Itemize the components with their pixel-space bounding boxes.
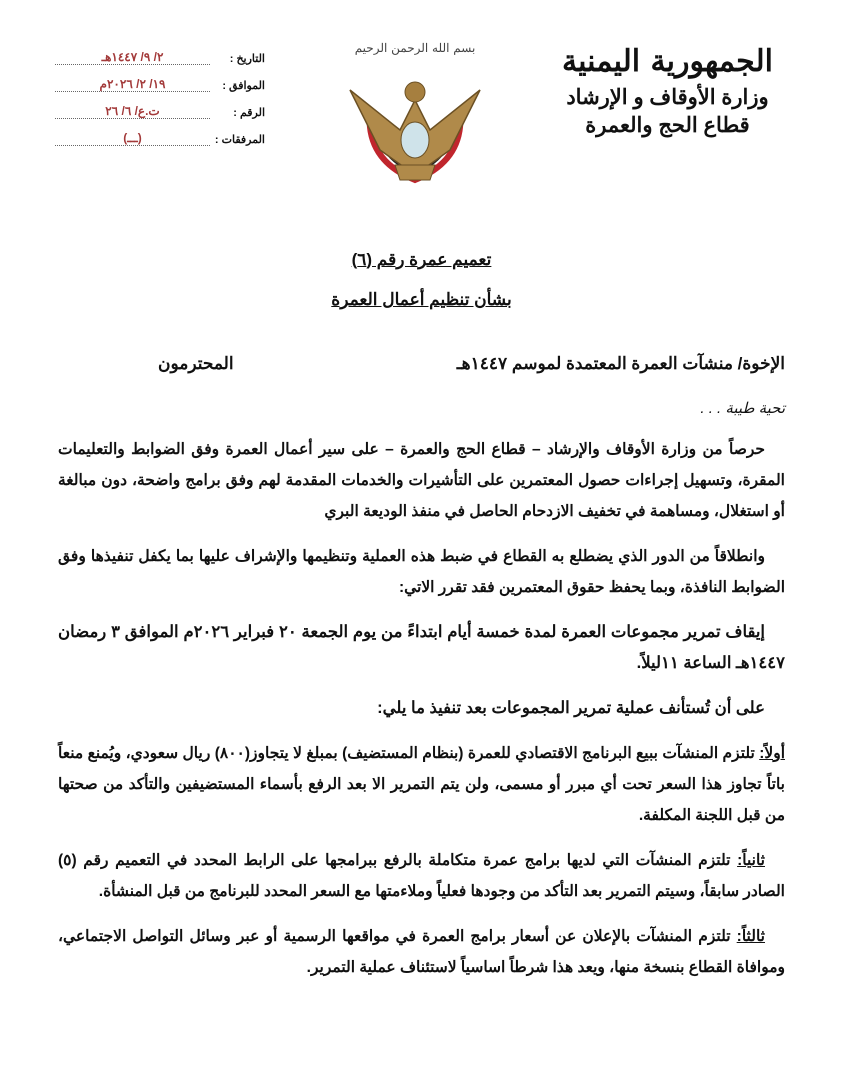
- item-third-text: تلتزم المنشآت بالإعلان عن أسعار برامج العمرة في مواقعها الرسمية أو عبر وسائل التواصل الاجتماعي، وموافاة القطاع بنسخة منها، ويعد هذا شرطاً اساسياً لاستئناف عملية التمرير.: [58, 928, 785, 976]
- item-second-label: ثانياً:: [737, 852, 765, 869]
- item-first-text: تلتزم المنشآت ببيع البرنامج الاقتصادي للعمرة (بنظام المستضيف) بمبلغ لا يتجاوز(٨٠٠) ريال سعودي، ويُمنع منعاً باتاً تجاوز هذا السعر تحت أي مبرر أو مسمى، ولن يتم التمرير الا بعد الرفع بأسماء المستضيفين والتأكد من صحتها من قبل اللجنة المكلفة.: [58, 745, 785, 824]
- sector-name: قطاع الحج والعمرة: [585, 114, 750, 137]
- letterhead-issuer: [560, 40, 775, 140]
- item-first-label: أولاً:: [759, 745, 786, 762]
- paragraph-resume-condition: على أن تُستأنف عملية تمرير المجموعات بعد تنفيذ ما يلي:: [377, 699, 765, 717]
- ministry-name: وزارة الأوقاف و الإرشاد: [566, 86, 769, 109]
- meta-number: الرقم : ت.ع/ ٦/ ٢٦: [55, 92, 265, 119]
- item-first: [58, 738, 785, 831]
- honorific: المحترمون: [158, 354, 234, 373]
- paragraph-suspension: إيقاف تمرير مجموعات العمرة لمدة خمسة أيام ابتداءً من يوم الجمعة ٢٠ فبراير ٢٠٢٦م الموافق ٣ رمضان ١٤٤٧هـ الساعة ١١ليلاً.: [58, 623, 785, 672]
- addressee-line: [58, 352, 785, 376]
- document-subtitle: بشأن تنظيم أعمال العمرة: [331, 290, 512, 309]
- paragraph-intro: حرصاً من وزارة الأوقاف والإرشاد – قطاع الحج والعمرة – على سير أعمال العمرة وفق الضوابط والتعليمات المقرة، وتسهيل إجراءات حصول المعتمرين على التأشيرات والخدمات المقدمة لهم وفق برامج واضحة، دون مبالغة أو استغلال، ومساهمة في تخفيف الازدحام الحاصل في منفذ الوديعة البري: [58, 441, 785, 520]
- paragraph-context: وانطلاقاً من الدور الذي يضطلع به القطاع في ضبط هذه العملية وتنظيمها والإشراف عليها بما يكفل تنفيذها وفق الضوابط النافذة، وبما يحفظ حقوق المعتمرين فقد تقرر الاتي:: [58, 548, 785, 596]
- meta-attachments: المرفقات : (ـــ): [55, 119, 265, 146]
- basmala: بسم الله الرحمن الرحيم: [354, 41, 476, 55]
- addressee: الإخوة/ منشآت العمرة المعتمدة لموسم ١٤٤٧هـ: [456, 354, 785, 373]
- document-title: تعميم عمرة رقم (٦): [351, 250, 492, 269]
- item-third-label: ثالثاً:: [736, 928, 765, 945]
- republic-name: الجمهورية اليمنية: [562, 44, 773, 79]
- meta-corresponding: الموافق : ١٩/ ٢/ ٢٠٢٦م: [55, 65, 265, 92]
- greeting: تحية طيبة . . .: [700, 400, 785, 417]
- item-third: [58, 921, 785, 983]
- document-body: [0, 240, 843, 1037]
- letterhead: [0, 0, 843, 240]
- meta-date: التاريخ : ٢/ ٩/ ١٤٤٧هـ: [55, 38, 265, 65]
- item-second-text: تلتزم المنشآت التي لديها برامج عمرة متكاملة بالرفع ببرامجها على الرابط المحدد في التعميم رقم (٥) الصادر سابقاً، وسيتم التمرير بعد التأكد من وجودها فعلياً وملاءمتها مع السعر المحدد للبرنامج من قبل المنشأة.: [58, 852, 785, 900]
- item-second: [58, 845, 785, 907]
- yemen-eagle-emblem-icon: [340, 30, 490, 190]
- reference-block: [55, 38, 265, 146]
